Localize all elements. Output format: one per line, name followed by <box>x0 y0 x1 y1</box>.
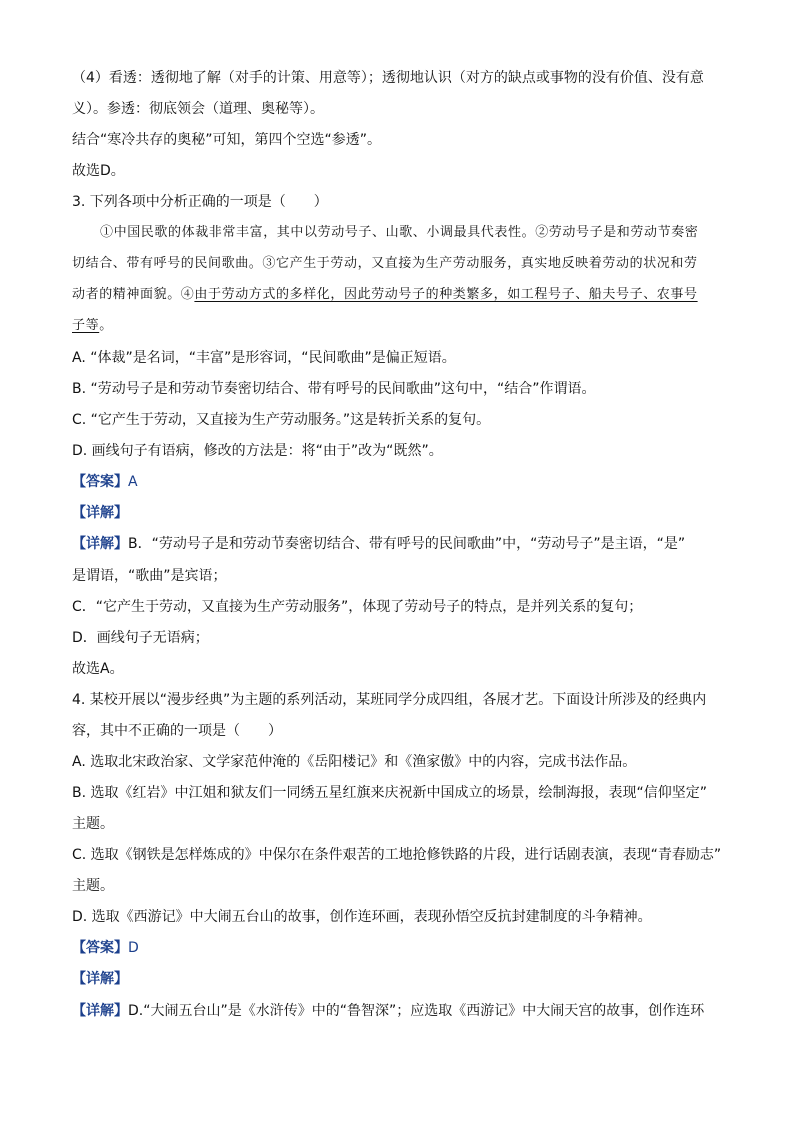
passage-text: 。 <box>99 318 113 333</box>
text-line: 结合“寒冷共存的奥秘”可知，第四个空选“参透”。 <box>72 132 382 148</box>
option-d: D. 选取《西游记》中大闹五台山的故事，创作连环画，表现孙悟空反抗封建制度的斗争精神。 <box>72 909 652 925</box>
option-b: 主题。 <box>72 816 114 832</box>
underlined-sentence: 子等 <box>72 318 100 333</box>
explanation-line <box>72 1001 722 1021</box>
option-d: D. 画线句子有语病，修改的方法是：将“由于”改为“既然”。 <box>72 443 443 459</box>
passage-line <box>72 316 722 336</box>
explanation-label: 【详解】 <box>72 971 128 987</box>
answer-line <box>72 472 722 492</box>
passage-line: 切结合、带有呼号的民间歌曲。③它产生于劳动，又直接为生产劳动服务，真实地反映着劳动的状况和劳 <box>72 256 698 271</box>
option-b: B. 选取《红岩》中江姐和狱友们一同绣五星红旗来庆祝新中国成立的场景，绘制海报，表现“信仰坚定” <box>72 785 708 801</box>
answer-value: A <box>128 474 138 490</box>
underlined-sentence: 由于劳动方式的多样化，因此劳动号子的种类繁多，如工程号子、船夫号子、农事号 <box>194 287 698 302</box>
option-a: A. “体裁”是名词，“丰富”是形容词，“民间歌曲”是偏正短语。 <box>72 350 456 366</box>
explanation-line: D．画线句子无语病； <box>72 630 209 646</box>
option-b: B. “劳动号子是和劳动节奏密切结合、带有呼号的民间歌曲”这句中，“结合”作谓语。 <box>72 381 596 397</box>
explanation-label: 【详解】 <box>72 1003 128 1019</box>
passage-line: ①中国民歌的体裁非常丰富，其中以劳动号子、山歌、小调最具代表性。②劳动号子是和劳动节奏密 <box>100 225 699 240</box>
option-c: C. 选取《钢铁是怎样炼成的》中保尔在条件艰苦的工地抢修铁路的片段，进行话剧表演，表现“青春励志” <box>72 847 722 863</box>
passage-line <box>72 285 722 305</box>
answer-value: D <box>128 940 139 956</box>
text-line: （4）看透：透彻地了解（对手的计策、用意等）；透彻地认识（对方的缺点或事物的没有价值、没有意 <box>72 70 704 86</box>
option-c: C. “它产生于劳动，又直接为生产劳动服务。”这是转折关系的复句。 <box>72 412 491 428</box>
option-a: A. 选取北宋政治家、文学家范仲淹的《岳阳楼记》和《渔家傲》中的内容，完成书法作品。 <box>72 754 637 770</box>
question-4: 4. 某校开展以“漫步经典”为主题的系列活动，某班同学分成四组，各展才艺。下面设计所涉及的经典内 <box>72 692 707 708</box>
explanation-line: 是谓语，“歌曲”是宾语； <box>72 568 227 584</box>
explanation-line <box>72 534 722 554</box>
answer-line <box>72 938 722 958</box>
question-4: 容，其中不正确的一项是（ ） <box>72 723 282 739</box>
option-c: 主题。 <box>72 878 114 894</box>
explanation-label: 【详解】 <box>72 505 128 521</box>
explanation-line: 故选A。 <box>72 661 124 677</box>
text-line: 义）。参透：彻底领会（道理、奥秘等）。 <box>72 101 324 117</box>
explanation-line: C．“它产生于劳动，又直接为生产劳动服务”，体现了劳动号子的特点，是并列关系的复句； <box>72 599 643 615</box>
answer-label: 【答案】 <box>72 474 128 490</box>
explanation-text: D.“大闹五台山”是《水浒传》中的“鲁智深”；应选取《西游记》中大闹天宫的故事，创作连环 <box>128 1003 705 1019</box>
explanation-label: 【详解】 <box>72 536 128 552</box>
passage-text: 动者的精神面貌。④ <box>72 287 195 302</box>
question-3: 3. 下列各项中分析正确的一项是（ ） <box>72 194 328 210</box>
text-line: 故选D。 <box>72 163 125 179</box>
explanation-text: B．“劳动号子是和劳动节奏密切结合、带有呼号的民间歌曲”中，“劳动号子”是主语，“是” <box>128 536 686 552</box>
answer-label: 【答案】 <box>72 940 128 956</box>
